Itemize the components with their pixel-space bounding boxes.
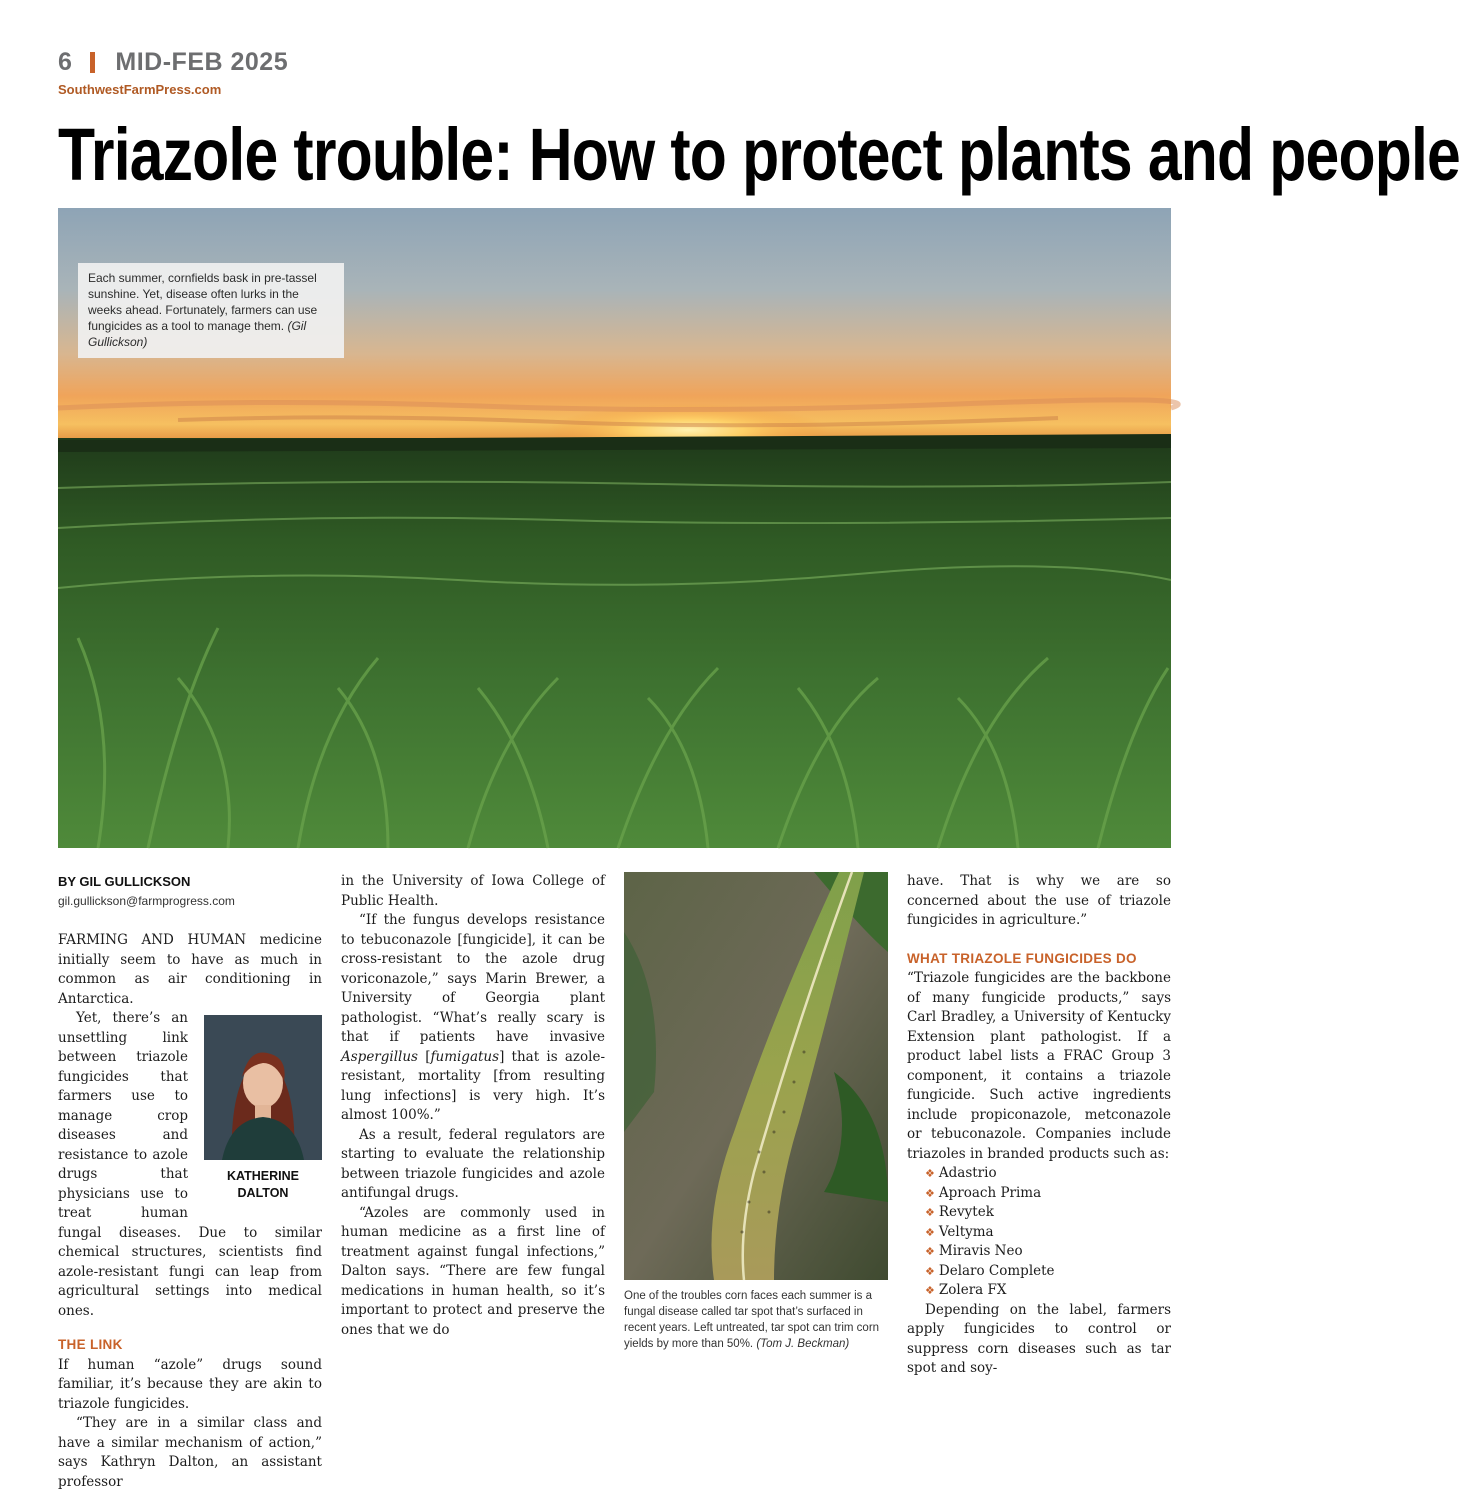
- list-item: ❖ Aproach Prima: [925, 1184, 1042, 1201]
- list-item: ❖ Revytek: [925, 1204, 994, 1220]
- paragraph: “If the fungus develops resistance to tebuconazole [fungicide], it can be cross-resistant to the azole drug voriconazole,” says Marin Brewer, a University of Georgia plant pathologist. “What’s really scary is that if patients have invasive Aspergillus [fumigatus] that is azole-resistant, mortality [from resulting lung infections] is very high. It’s almost 100%.”: [341, 912, 605, 1123]
- divider-bar: [90, 52, 95, 73]
- paragraph: “They are in a similar class and have a similar mechanism of action,” says Kathryn Dalton, an assistant professor: [58, 1415, 322, 1490]
- paragraph: As a result, federal regulators are starting to evaluate the relationship between triazole fungicides and azole antifungal drugs.: [341, 1126, 605, 1201]
- website-link[interactable]: SouthwestFarmPress.com: [58, 82, 222, 97]
- dalton-portrait: [204, 1015, 322, 1160]
- paragraph: in the University of Iowa College of Public Health.: [341, 873, 605, 909]
- page-number-header: [58, 48, 288, 77]
- diamond-bullet-icon: ❖: [925, 1225, 935, 1239]
- hero-caption: Each summer, cornfields bask in pre-tassel sunshine. Yet, disease often lurks in the weeks ahead. Fortunately, farmers can use fungicides as a tool to manage them.: [88, 271, 318, 333]
- column-1: [58, 872, 322, 1492]
- paragraph: have. That is why we are so concerned about the use of triazole fungicides in agriculture.”: [907, 873, 1171, 928]
- diamond-bullet-icon: ❖: [925, 1206, 935, 1219]
- dalton-photo-label: KATHERINE DALTON: [227, 1169, 299, 1200]
- paragraph: FARMING AND HUMAN medicine initially seem to have as much in common as air conditioning in Antarctica.: [58, 932, 322, 1007]
- leaf-photo-caption: One of the troubles corn faces each summer is a fungal disease called tar spot that’s surfaced in recent years. Left untreated, tar spot can trim corn yields by more than 50%. (Tom J. Beckman): [624, 1290, 880, 1350]
- paragraph: “Triazole fungicides are the backbone of many fungicide products,” says Carl Bradley, a University of Kentucky Extension plant pathologist. If a product label lists a FRAC Group 3 component, it contains a triazole fungicide. Such active ingredients include propiconazole, metconazole or tebuconazole. Companies include triazoles in branded products such as:: [907, 970, 1171, 1162]
- hero-photo-credit: (Gil Gullickson): [88, 319, 307, 349]
- author-email[interactable]: gil.gullickson@farmprogress.com: [58, 893, 235, 908]
- paragraph: If human “azole” drugs sound familiar, it’s because they are akin to triazole fungicides.: [58, 1356, 322, 1412]
- diamond-bullet-icon: ❖: [925, 1245, 935, 1258]
- paragraph: Depending on the label, farmers apply fungicides to control or suppress corn diseases such as tar spot and soy-: [907, 1301, 1171, 1376]
- column-4: [907, 872, 1171, 1379]
- diamond-bullet-icon: ❖: [925, 1167, 935, 1180]
- list-item: ❖ Miravis Neo: [925, 1243, 1023, 1259]
- page-number: 6: [58, 48, 73, 76]
- diamond-bullet-icon: ❖: [925, 1264, 935, 1278]
- hero-photo: [58, 208, 1171, 848]
- issue-date: MID-FEB 2025: [115, 48, 289, 76]
- paragraph: “Azoles are commonly used in human medicine as a first line of treatment against fungal infections,” Dalton says. “There are few fungal medications in human health, so it’s important to protect and preserve the ones that we do: [341, 1204, 605, 1338]
- paragraph: Yet, there’s an unsettling link between triazole fungicides that farmers use to manage crop diseases and resistance to azole drugs that physicians use to treat human fungal diseases. Due to similar chemical structures, scientists find azole-resistant fungi can leap from agricultural settings into medical ones.: [58, 1010, 322, 1319]
- lead-in: FARMING AND HUMAN: [58, 932, 247, 948]
- list-item: ❖ Zolera FX: [925, 1282, 1007, 1298]
- subhead-the-link: THE LINK: [58, 1337, 123, 1352]
- leaf-photo-credit: (Tom J. Beckman): [756, 1338, 850, 1350]
- byline: BY GIL GULLICKSON: [58, 874, 191, 889]
- list-item: ❖ Delaro Complete: [925, 1262, 1055, 1279]
- diamond-bullet-icon: ❖: [925, 1284, 935, 1297]
- tar-spot-leaf-photo: [624, 872, 888, 1280]
- diamond-bullet-icon: ❖: [925, 1186, 935, 1200]
- subhead-what-triazole-fungicides-do: WHAT TRIAZOLE FUNGICIDES DO: [907, 950, 1137, 966]
- headline: Triazole trouble: How to protect plants and people: [58, 113, 1460, 196]
- list-item: ❖ Veltyma: [925, 1223, 994, 1240]
- column-2: [341, 872, 605, 1340]
- product-list: [907, 1164, 1171, 1301]
- list-item: ❖ Adastrio: [925, 1165, 997, 1181]
- dalton-photo-box: [204, 1015, 322, 1202]
- hero-caption-box: [78, 263, 344, 358]
